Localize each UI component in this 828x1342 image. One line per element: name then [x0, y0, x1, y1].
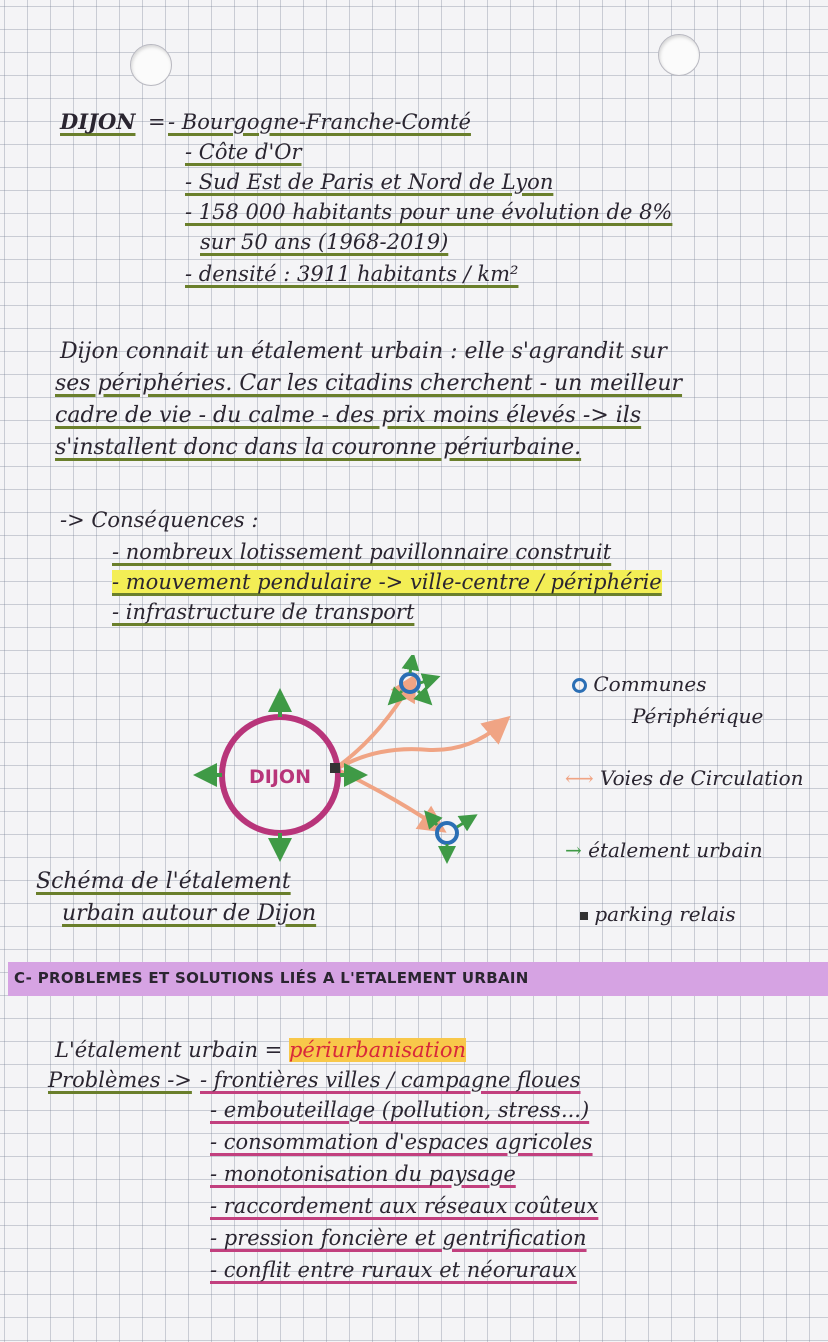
problem-item-7: - conflit entre ruraux et néoruraux: [210, 1258, 577, 1282]
dijon-population-period: sur 50 ans (1968-2019): [200, 230, 449, 254]
dijon-population: - 158 000 habitants pour une évolution de 8%: [185, 200, 673, 224]
problem-item-2: - embouteillage (pollution, stress...): [210, 1098, 590, 1122]
consequences-title: -> Conséquences :: [60, 508, 259, 532]
legend-voies: [565, 766, 804, 790]
problem-item-4: - monotonisation du paysage: [210, 1162, 516, 1186]
parking-legend-icon: [580, 912, 588, 920]
dijon-density: - densité : 3911 habitants / km²: [185, 262, 519, 286]
commune-south-icon: [437, 823, 457, 843]
paragraph-line-3: cadre de vie - du calme - des prix moins élevés -> ils: [55, 403, 642, 428]
problems-intro-highlight: périurbanisation: [288, 1038, 466, 1062]
paragraph-line-2: ses périphéries. Car les citadins cherchent - un meilleur: [55, 371, 683, 396]
dijon-label: DIJON: [60, 109, 136, 134]
diagram-center-label: DIJON: [249, 766, 311, 788]
consequence-item-1: - nombreux lotissement pavillonnaire construit: [112, 540, 612, 564]
consequence-item-2-text: - mouvement pendulaire -> ville-centre / périphérie: [112, 570, 662, 594]
commune-legend-icon: [572, 678, 587, 693]
commune-north-icon: [401, 674, 419, 692]
paragraph-line-4: s'installent donc dans la couronne périurbaine.: [55, 435, 582, 460]
dijon-department: - Côte d'Or: [185, 140, 302, 164]
diagram-caption-line-2: urbain autour de Dijon: [62, 901, 317, 926]
punch-hole-left: [130, 44, 172, 86]
dijon-equals: =: [148, 110, 166, 134]
problem-item-5: - raccordement aux réseaux coûteux: [210, 1194, 599, 1218]
legend-communes: [572, 672, 707, 696]
legend-communes-line2: Périphérique: [632, 704, 764, 728]
problems-intro: [55, 1038, 466, 1062]
legend-etalement-label: étalement urbain: [588, 838, 763, 862]
consequence-item-3: - infrastructure de transport: [112, 600, 415, 624]
legend-voies-label: Voies de Circulation: [600, 766, 804, 790]
problems-intro-text: L'étalement urbain =: [55, 1038, 283, 1062]
problem-item-1: - frontières villes / campagne floues: [200, 1068, 581, 1092]
consequence-item-2: [112, 570, 662, 594]
dijon-region: - Bourgogne-Franche-Comté: [168, 110, 471, 134]
legend-communes-label: Communes: [593, 672, 707, 696]
dijon-location: - Sud Est de Paris et Nord de Lyon: [185, 170, 554, 194]
road-legend-icon: ⟷: [565, 766, 594, 790]
road-to-south-commune: [340, 771, 435, 825]
legend-etalement: [565, 838, 763, 862]
growth-legend-icon: →: [565, 838, 582, 862]
parking-relay-marker: [330, 763, 340, 773]
problem-item-3: - consommation d'espaces agricoles: [210, 1130, 593, 1154]
diagram-caption-line-1: Schéma de l'étalement: [36, 869, 291, 894]
problem-item-6: - pression foncière et gentrification: [210, 1226, 587, 1250]
legend-parking-label: parking relais: [594, 902, 736, 926]
problems-label: Problèmes ->: [48, 1068, 192, 1092]
section-c-title: C- PROBLEMES ET SOLUTIONS LIÉS A L'ETALEMENT URBAIN: [14, 969, 529, 987]
legend-parking: [580, 902, 736, 926]
paragraph-line-1: Dijon connait un étalement urbain : elle s'agrandit sur: [60, 339, 667, 364]
punch-hole-right: [658, 34, 700, 76]
